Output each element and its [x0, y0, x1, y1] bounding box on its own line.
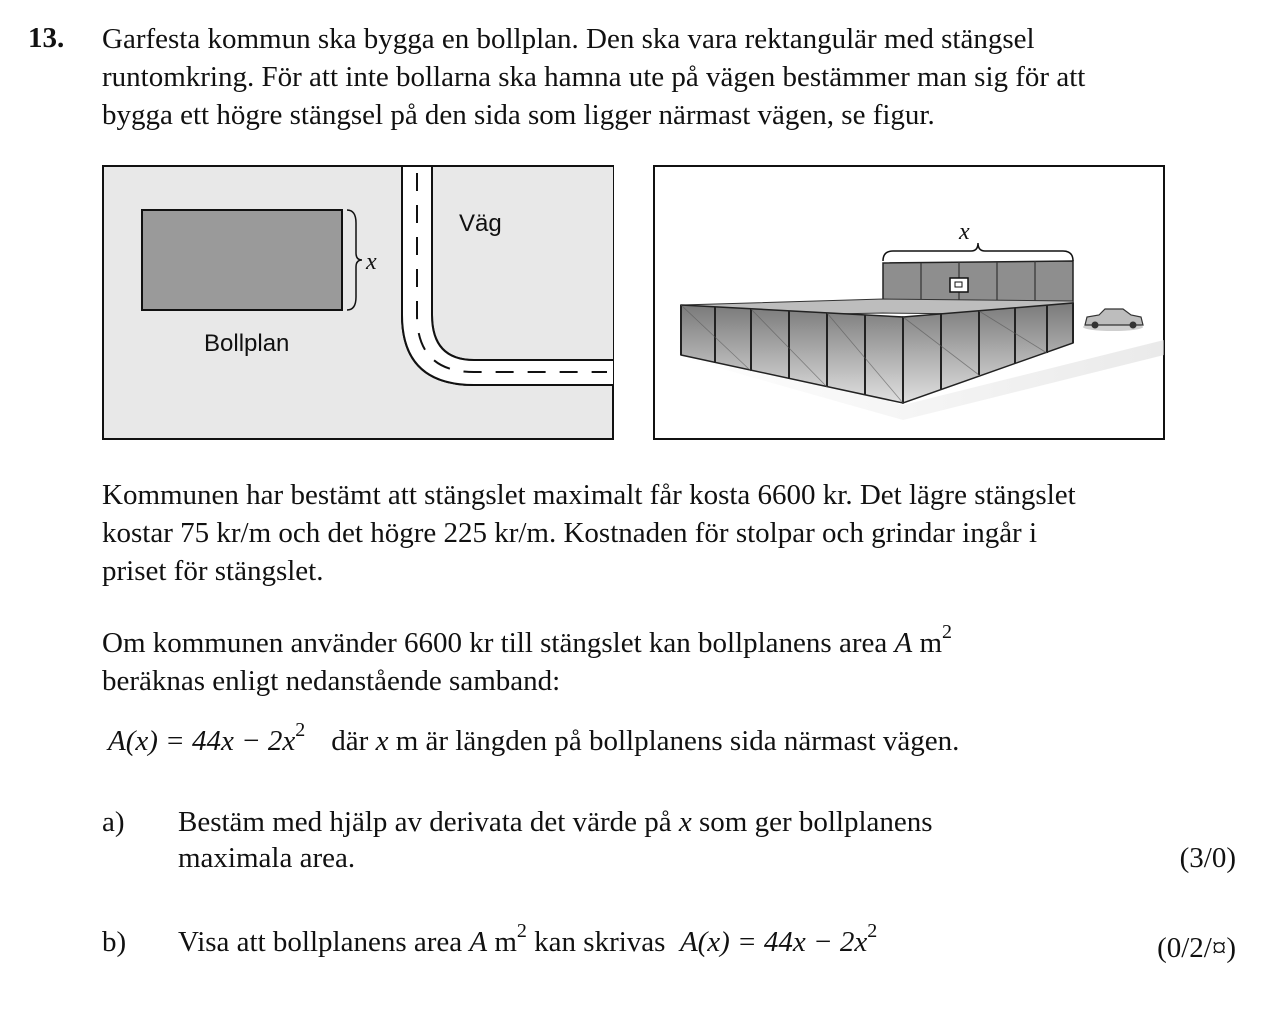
- cost-line: Kommunen har bestämt att stängslet maximalt får kosta 6600 kr. Det lägre stängslet: [102, 479, 1076, 511]
- part-b-unit-exponent: 2: [516, 920, 527, 943]
- part-a-label: a): [102, 806, 125, 838]
- intro-line: bygga ett högre stängsel på den sida som ligger närmast vägen, se figur.: [102, 99, 935, 131]
- part-b-points: (0/2/¤): [1157, 932, 1236, 964]
- side-label-x-perspective: x: [959, 219, 970, 245]
- part-b-text-pre: Visa att bollplanens area: [178, 926, 470, 958]
- formula-desc-post: m är längden på bollplanens sida närmast vägen.: [388, 725, 960, 757]
- part-b-text-mid: kan skrivas: [526, 926, 680, 958]
- intro-line: Garfesta kommun ska bygga en bollplan. Den ska vara rektangulär med stängsel: [102, 23, 1035, 55]
- area-formula-line: [108, 719, 960, 758]
- cost-paragraph: [102, 476, 1076, 590]
- area-formula: A(x) = 44x − 2x: [108, 725, 296, 757]
- area-unit: m: [912, 627, 943, 659]
- cost-line: priset för stängslet.: [102, 555, 324, 587]
- field-label: Bollplan: [204, 330, 290, 357]
- part-b-label: b): [102, 926, 127, 958]
- part-b-formula: A(x) = 44x − 2x: [679, 926, 868, 958]
- part-b-unit: m: [487, 926, 517, 958]
- area-line-2: beräknas enligt nedanstående samband:: [102, 665, 561, 697]
- part-a-points: (3/0): [1179, 842, 1236, 874]
- part-b-var: A: [469, 926, 488, 958]
- formula-desc-pre: där: [331, 725, 376, 757]
- part-a-line1-pre: Bestäm med hjälp av derivata det värde på: [178, 806, 679, 838]
- cost-line: kostar 75 kr/m och det högre 225 kr/m. Kostnaden för stolpar och grindar ingår i: [102, 517, 1038, 549]
- area-variable: A: [894, 627, 913, 659]
- field-rectangle: [142, 210, 342, 310]
- plan-view-drawing: [102, 165, 614, 440]
- perspective-figure: [653, 165, 1165, 440]
- question-intro: [102, 20, 1212, 134]
- high-fence: [883, 261, 1073, 305]
- part-b-text: [178, 920, 878, 960]
- part-a-line2: maximala area.: [178, 842, 356, 874]
- road-label: Väg: [459, 210, 502, 237]
- side-label-x: x: [366, 249, 377, 275]
- area-formula-exponent: 2: [295, 719, 306, 742]
- area-unit-exponent: 2: [942, 621, 953, 644]
- intro-line: runtomkring. För att inte bollarna ska hamna ute på vägen bestämmer man sig för att: [102, 61, 1086, 93]
- part-b-formula-exponent: 2: [867, 920, 878, 943]
- area-line-1-text: Om kommunen använder 6600 kr till stängslet kan bollplanens area: [102, 627, 895, 659]
- formula-desc-var: x: [375, 725, 389, 757]
- question-number: 13.: [28, 22, 65, 54]
- plan-view-figure: [102, 165, 614, 440]
- area-line-1: [102, 621, 953, 662]
- area-paragraph: [102, 621, 953, 700]
- part-a-text: [178, 804, 933, 876]
- perspective-drawing: [653, 165, 1165, 440]
- part-a-var: x: [678, 806, 692, 838]
- hoop-icon: [950, 278, 968, 292]
- part-a-line1-post: som ger bollplanens: [691, 806, 933, 838]
